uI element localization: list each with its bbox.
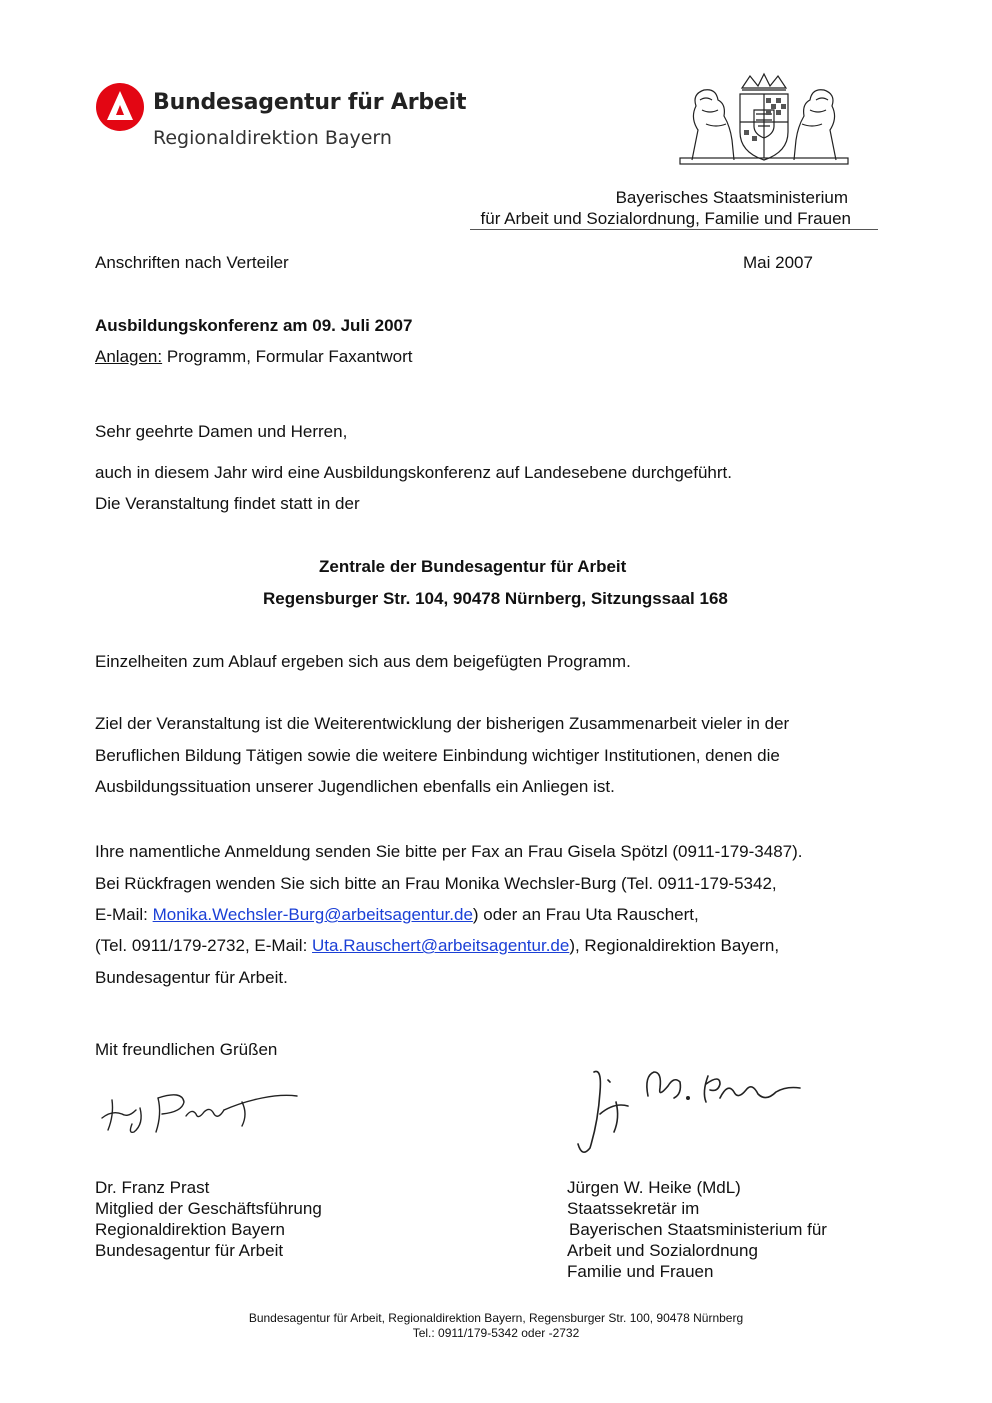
registration-line-3-rest: ) oder an Frau Uta Rauschert, xyxy=(472,905,699,924)
org-title: Bundesagentur für Arbeit xyxy=(153,90,467,115)
signatory-left-org-2: Bundesagentur für Arbeit xyxy=(95,1241,284,1260)
signatory-right-name: Jürgen W. Heike (MdL) xyxy=(567,1178,741,1197)
registration-line-1: Ihre namentliche Anmeldung senden Sie bitte per Fax an Frau Gisela Spötzl (0911-179-3487). xyxy=(95,842,803,861)
ministry-line-1: Bayerisches Staatsministerium xyxy=(615,188,848,207)
header-divider xyxy=(470,229,878,230)
signatory-left-name: Dr. Franz Prast xyxy=(95,1178,210,1197)
footer-phone: Tel.: 0911/179-5342 oder -2732 xyxy=(412,1326,580,1340)
intro-line-1: auch in diesem Jahr wird eine Ausbildungskonferenz auf Landesebene durchgeführt. xyxy=(95,463,732,482)
email-link-wechsler-burg[interactable]: Monika.Wechsler-Burg@arbeitsagentur.de xyxy=(152,905,473,924)
signatory-right-org-1: Bayerischen Staatsministerium für xyxy=(569,1220,827,1239)
signatory-left-org-1: Regionaldirektion Bayern xyxy=(95,1220,285,1239)
coat-of-arms xyxy=(672,70,856,166)
registration-line-3 xyxy=(95,905,699,925)
ba-logo-icon xyxy=(95,82,145,132)
signatory-left-role: Mitglied der Geschäftsführung xyxy=(95,1199,322,1218)
intro-line-2: Die Veranstaltung findet statt in der xyxy=(95,494,360,513)
venue-line-2: Regensburger Str. 104, 90478 Nürnberg, Sitzungssaal 168 xyxy=(263,589,728,608)
signature-right xyxy=(570,1062,820,1162)
goal-line-2: Beruflichen Bildung Tätigen sowie die weitere Einbindung wichtiger Institutionen, denen die xyxy=(95,746,780,765)
signatory-right-org-2: Arbeit und Sozialordnung xyxy=(567,1241,758,1260)
details-text: Einzelheiten zum Ablauf ergeben sich aus dem beigefügten Programm. xyxy=(95,652,631,671)
goal-line-1: Ziel der Veranstaltung ist die Weiterentwicklung der bisherigen Zusammenarbeit vieler in der xyxy=(95,714,790,733)
signatory-right-role: Staatssekretär im xyxy=(567,1199,700,1218)
registration-line-4 xyxy=(95,936,779,956)
email-link-rauschert[interactable]: Uta.Rauschert@arbeitsagentur.de xyxy=(312,936,570,955)
salutation: Sehr geehrte Damen und Herren, xyxy=(95,422,348,441)
subject-title: Ausbildungskonferenz am 09. Juli 2007 xyxy=(95,316,413,335)
registration-line-4-rest: ), Regionaldirektion Bayern, xyxy=(569,936,780,955)
goal-line-3: Ausbildungssituation unserer Jugendlichen ebenfalls ein Anliegen ist. xyxy=(95,777,615,796)
recipient: Anschriften nach Verteiler xyxy=(95,253,289,272)
email-prefix-1: E-Mail: xyxy=(95,905,153,924)
signature-left-graphic xyxy=(92,1080,312,1140)
attachments-text: Programm, Formular Faxantwort xyxy=(162,347,413,366)
ba-logo xyxy=(95,82,145,132)
coat-of-arms-icon xyxy=(672,70,856,166)
closing: Mit freundlichen Grüßen xyxy=(95,1040,278,1059)
signature-left xyxy=(92,1080,312,1140)
attachments-line xyxy=(95,347,412,367)
attachments-label: Anlagen: xyxy=(95,347,163,366)
email-prefix-2: (Tel. 0911/179-2732, E-Mail: xyxy=(95,936,313,955)
footer-address: Bundesagentur für Arbeit, Regionaldirektion Bayern, Regensburger Str. 100, 90478 Nürnberg xyxy=(248,1311,744,1325)
registration-line-5: Bundesagentur für Arbeit. xyxy=(95,968,288,987)
venue-line-1: Zentrale der Bundesagentur für Arbeit xyxy=(319,557,627,576)
ministry-line-2: für Arbeit und Sozialordnung, Familie und Frauen xyxy=(480,209,851,228)
signature-right-graphic xyxy=(570,1062,820,1162)
registration-line-2: Bei Rückfragen wenden Sie sich bitte an Frau Monika Wechsler-Burg (Tel. 0911-179-5342, xyxy=(95,874,777,893)
signatory-right-org-3: Familie und Frauen xyxy=(567,1262,714,1281)
letter-date: Mai 2007 xyxy=(743,253,813,272)
org-subtitle: Regionaldirektion Bayern xyxy=(153,127,392,149)
